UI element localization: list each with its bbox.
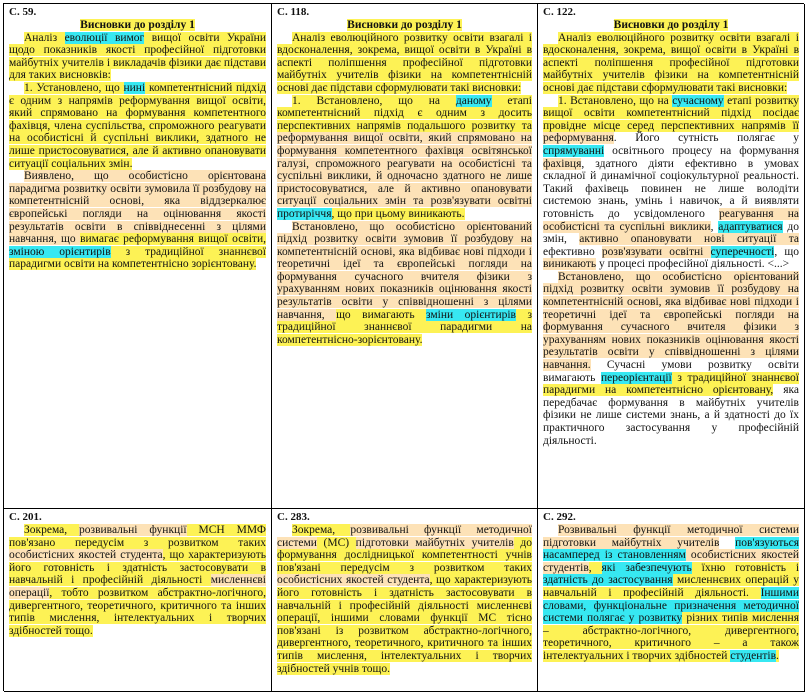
table-cell: [4, 4, 272, 509]
text-span: реформування: [543, 132, 614, 145]
text-span: Сучасні умови розвитку освіти вимагають: [543, 359, 799, 384]
table-cell: [272, 4, 538, 509]
text-span: вимагає реформування вищої освіти,: [80, 233, 266, 246]
text-span: . Його сутність полягає у: [613, 132, 799, 145]
section-title-text: Висновки до розділу 1: [347, 19, 462, 31]
text-span: нині: [123, 81, 146, 94]
text-span: [719, 537, 735, 549]
text-span: , що: [774, 245, 799, 258]
text-span: реформування вищої освіти, який спрямовано на формування компетентного фахівця освітянської галузі, спроможного реагувати на особистісні та суспільні виклики, й одночасно здатного не лише пристосовуватися, але й активно опановувати ситуації соціальних змін та розв'язувати освітні: [277, 132, 532, 208]
text-span: спрямуванні: [543, 144, 605, 157]
table-cell: [538, 4, 805, 509]
text-span: яка передбачає формування в майбутніх учителів фізики не лише системи знань, а й здатності до їх практичного застосування у професійній діяльності.: [543, 384, 800, 447]
text-span: підготовки майбутніх учителів: [355, 536, 514, 549]
paragraph: [9, 32, 266, 82]
page-reference: С. 292.: [543, 511, 576, 523]
table-cell: [538, 509, 805, 692]
text-span: освітнього процесу на формування: [604, 144, 799, 157]
text-span: мисленнєві операції: [9, 574, 266, 599]
text-span: 1. Встановлено, що на: [292, 94, 456, 107]
paragraph: [277, 95, 532, 221]
text-span: етапі компетентнісний підхід є одним з досить перспективних напрямів подальшого розвитку та: [277, 94, 533, 132]
text-span: студентів: [730, 649, 777, 662]
text-span: (МС): [316, 536, 356, 549]
text-span: різних типів мислення – абстрактно-логічного, дивергентного, теоретичного, критичного – а також інтелектуальних і творчих здібностей: [543, 612, 799, 662]
section-title: [277, 19, 532, 32]
paragraph: [9, 82, 266, 170]
text-span: ефективно: [543, 245, 602, 258]
paragraph: [9, 524, 266, 637]
text-span: протиріччя: [277, 207, 332, 220]
text-span: розв'язувати освітні: [601, 245, 711, 258]
page-reference: С. 118.: [277, 6, 310, 18]
text-span: 1. Встановлено, що на: [558, 94, 673, 107]
text-span: сучасному: [672, 94, 724, 107]
page-reference: С. 201.: [9, 511, 42, 523]
text-span: Встановлено, що особистісно орієнтований підхід розвитку освіти зумовив її розбудову на компетентнісній основі, яка відбиває нові підходи і теоретичні ідеї та європейські погляди на формування сучасного вчителя фізики з урахуванням нових показників оцінювання якості результатів освіти у співвідношенні з цілями навчання,: [277, 220, 532, 321]
text-span: суперечності: [710, 245, 775, 258]
comparison-table: [3, 3, 804, 691]
section-title: [543, 19, 799, 32]
text-span: з традиційної знаннєвої парадигми на компетентнісно-зорієнтовану.: [277, 308, 532, 346]
text-span: з традиційної знаннєвої парадигми освіти на компетентнісно зорієнтовану.: [9, 245, 266, 271]
text-span: з традиційної знаннєвої парадигми на компетентнісно орієнтовану,: [543, 371, 800, 397]
text-span: переорієнтації: [601, 371, 672, 384]
section-title: [9, 19, 266, 32]
paragraph: [543, 32, 799, 95]
text-span: , що при цьому виникають.: [331, 207, 465, 220]
text-span: Аналіз еволюційного розвитку освіти взагалі і вдосконалення, зокрема, вищої освіти в Україні в аспекті поліпшення професійної підготовки майбутніх учителів фізики на компетентнісній основі дає підстави сформулювати такі висновки:: [543, 31, 799, 94]
text-span: до формування дослідницької компетентності учнів пов'язані передусім з розвитком таких: [277, 536, 533, 574]
paragraph: [277, 221, 532, 347]
text-span: , що характеризують його готовність і здатність застосовувати в навчальній і професійній діяльності: [9, 549, 266, 587]
paragraph: [277, 32, 532, 95]
text-span: компетентнісний підхід є одним з напрямів реформування вищої освіти, який спрямовано на формування компетентного фахівця, члена суспільства, спроможного реагувати на особистісні й суспільні виклики, здатного не лише пристосовуватися, але й активно опановувати ситуації соціальних змін.: [9, 81, 267, 170]
text-span: вищої освіти України щодо показників якості професійної підготовки майбутніх учителів і викладачів фізики дає підстави для таких висновків:: [9, 31, 266, 82]
table-cell: [272, 509, 538, 692]
text-span: виникають: [543, 258, 597, 271]
paragraph: [543, 95, 799, 271]
text-span: особистісних якостей студента: [9, 549, 163, 562]
text-span: до змін,: [543, 220, 799, 246]
text-span: Аналіз: [24, 31, 65, 44]
text-span: зміни орієнтирів: [426, 308, 516, 321]
paragraph: [277, 524, 532, 675]
text-span: фахівця: [543, 157, 582, 170]
text-span: пов'язуються насамперед із становленням: [543, 536, 800, 562]
text-span: реагування на особистісні та суспільні виклики: [543, 207, 799, 233]
text-span: розвивальні функції методичної системи: [277, 524, 532, 549]
text-span: Встановлено, що особистісно орієнтований підхід розвитку освіти зумовив її розбудову на компетентнісній основі, яка відбиває нові підходи і теоретичні ідеї та європейські погляди на формування сучасного вчителя фізики з урахуванням нових показників оцінювання якості результатів освіти у співвідношенні з цілями навчання.: [543, 270, 799, 372]
text-span: які забезпечують: [601, 561, 692, 574]
paragraph: [543, 524, 799, 663]
text-span: мисленнєвих операцій у навчальній і професійній діяльності.: [543, 574, 799, 599]
page-reference: С. 122.: [543, 6, 576, 18]
text-span: еволюції вимог: [64, 31, 145, 44]
text-span: , тобто розвитком абстрактно-логічного, дивергентного, теоретичного, критичного та інших типів мислення, інтелектуальних і творчих здібностей тощо.: [9, 586, 266, 637]
text-span: 1. Установлено, що: [24, 81, 124, 94]
paragraph: [543, 271, 799, 447]
section-title-text: Висновки до розділу 1: [613, 19, 729, 31]
paragraph: [9, 170, 266, 271]
text-span: Зокрема,: [24, 524, 80, 536]
text-span: , що характеризують його готовність і здатність застосовувати в навчальній і професійній діяльності мисленнєві операції, іншими словами функції МС тісно пов'язані із розвитком абстрактно-логічного, дивергентного, теоретичного, критичного та інших типів мислення, інтелектуальних і творчих здібностей учнів тощо.: [277, 574, 532, 675]
section-title-text: Висновки до розділу 1: [80, 19, 195, 31]
page-reference: С. 59.: [9, 6, 37, 18]
text-span: Розвивальні функції методичної системи підготовки майбутніх учителів: [543, 524, 799, 549]
text-span: активно опановувати нові ситуації та: [579, 233, 799, 246]
text-span: .: [776, 649, 779, 662]
text-span: особистісних якостей студентів: [543, 549, 799, 574]
text-span: здатність до застосування: [543, 574, 673, 587]
text-span: Аналіз еволюційного розвитку освіти взагалі і вдосконалення, зокрема, вищої освіти в Україні в аспекті поліпшення професійної підготовки майбутніх учителів фізики на компетентнісній основі дає підстави сформулювати такі висновки:: [277, 31, 532, 94]
text-span: , здатного діяти ефективно в умовах складної й динамічної соціокультурної реальності. Такий фахівець повинен не лише володіти системою знань, умінь і навичок, а й виявляти готовність до усвідомленого: [543, 157, 799, 220]
text-span: ,: [710, 220, 719, 233]
text-span: особистісних якостей студента: [277, 574, 430, 587]
text-span: Виявлено, що особистісно орієнтована парадигма розвитку освіти зумовила її розбудову на компетентнісній основі, яка віддзеркалює європейські погляди на оцінювання якості результатів освіти в співвіднесенні з цілями навчання, що: [9, 170, 266, 246]
text-span: у процесі професійної діяльності. <...>: [596, 258, 790, 271]
text-span: етапі розвитку вищої освіти компетентнісний підхід посідає провідне місце серед перспективних напрямів її: [543, 94, 799, 132]
text-span: зміною орієнтирів: [9, 245, 111, 258]
text-span: Іншими словами, функціональне призначення методичної системи полягає у розвитку: [543, 586, 799, 625]
page-reference: С. 283.: [277, 511, 310, 523]
text-span: адаптуватися: [718, 220, 783, 233]
text-span: ,: [588, 561, 602, 574]
text-span: їхню готовність і: [691, 561, 800, 574]
text-span: даному: [455, 94, 492, 107]
text-span: розвивальні функції: [79, 524, 187, 536]
table-cell: [4, 509, 272, 692]
text-span: МСН ММФ пов'язано передусім з розвитком таких: [9, 524, 266, 549]
text-span: що вимагають: [336, 308, 427, 321]
text-span: Зокрема,: [292, 524, 351, 536]
